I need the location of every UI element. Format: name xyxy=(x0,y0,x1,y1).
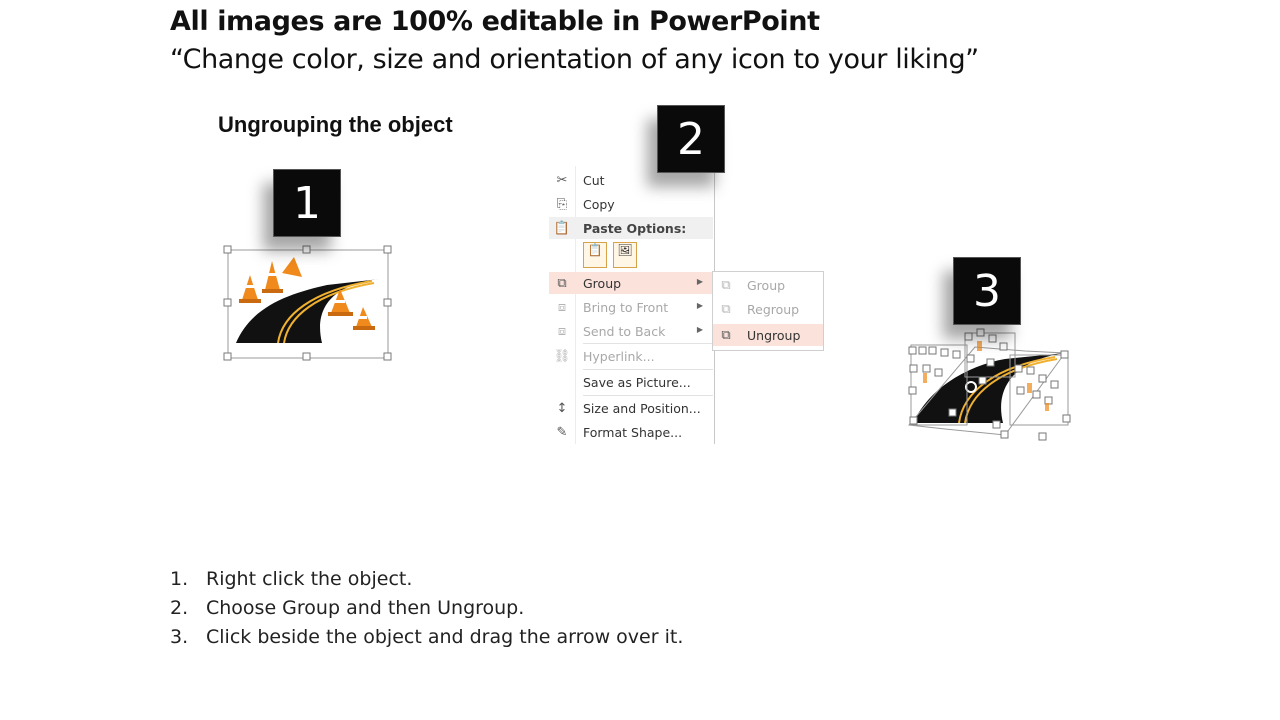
group-submenu xyxy=(712,271,824,351)
menu-item-label: Format Shape... xyxy=(583,425,683,440)
list-item-text: Click beside the object and drag the arrow over it. xyxy=(206,626,684,648)
menu-item-label: Group xyxy=(747,278,786,293)
menu-item-save-as-picture[interactable] xyxy=(549,371,713,393)
scissors-icon: ✂ xyxy=(556,172,568,188)
hyperlink-icon: ⛓ xyxy=(553,348,571,364)
context-menu xyxy=(549,166,715,444)
submenu-arrow-icon: ▶ xyxy=(696,277,703,286)
menu-item-label: Size and Position... xyxy=(583,401,701,416)
ungrouped-road-object[interactable] xyxy=(905,325,1075,445)
menu-item-label: Copy xyxy=(583,197,615,212)
road-cones-image xyxy=(222,245,394,365)
slide-subtitle: “Change color, size and orientation of any icon to your liking” xyxy=(170,44,979,75)
list-item-number: 3. xyxy=(170,626,189,648)
paste-icon: 📋 xyxy=(553,220,571,236)
send-to-back-icon: ⧈ xyxy=(557,323,567,339)
menu-paste-options-header xyxy=(549,217,713,239)
submenu-arrow-icon: ▶ xyxy=(696,325,703,334)
list-item-text: Choose Group and then Ungroup. xyxy=(206,597,525,619)
submenu-item-ungroup[interactable] xyxy=(713,324,823,346)
menu-separator xyxy=(583,395,713,396)
ungroup-icon: ⧉ xyxy=(721,327,731,343)
copy-icon: ⎘ xyxy=(556,196,568,212)
menu-item-copy[interactable] xyxy=(549,193,713,215)
list-item-number: 1. xyxy=(170,568,189,590)
menu-item-send-to-back[interactable] xyxy=(549,320,713,342)
menu-item-label: Paste Options: xyxy=(583,221,687,236)
menu-item-size-and-position[interactable] xyxy=(549,397,713,419)
step-badge-1: 1 xyxy=(273,169,341,237)
menu-item-hyperlink[interactable] xyxy=(549,345,713,367)
menu-item-format-shape[interactable] xyxy=(549,421,713,443)
menu-item-label: Group xyxy=(583,276,622,291)
step-badge-3: 3 xyxy=(953,257,1021,325)
menu-item-group[interactable] xyxy=(549,272,713,294)
menu-item-label: Save as Picture... xyxy=(583,375,691,390)
paste-keep-source-icon[interactable]: 📋 xyxy=(583,242,607,268)
menu-item-label: Cut xyxy=(583,173,605,188)
list-item-number: 2. xyxy=(170,597,189,619)
section-heading: Ungrouping the object xyxy=(218,112,453,137)
group-icon: ⧉ xyxy=(557,275,567,291)
menu-separator xyxy=(583,369,713,370)
grouped-road-object[interactable] xyxy=(222,245,394,365)
list-item-text: Right click the object. xyxy=(206,568,413,590)
submenu-arrow-icon: ▶ xyxy=(696,301,703,310)
slide-title: All images are 100% editable in PowerPoint xyxy=(170,6,820,37)
paste-option-buttons xyxy=(583,242,643,268)
menu-item-label: Regroup xyxy=(747,302,800,317)
menu-separator xyxy=(583,343,713,344)
menu-item-label: Ungroup xyxy=(747,328,801,343)
ungrouped-road-image xyxy=(905,325,1075,445)
paste-picture-icon[interactable]: 🖼 xyxy=(613,242,637,268)
menu-item-label: Send to Back xyxy=(583,324,666,339)
bring-to-front-icon: ⧈ xyxy=(557,299,567,315)
group-icon: ⧉ xyxy=(721,277,731,293)
submenu-item-regroup[interactable] xyxy=(713,298,823,320)
menu-item-bring-to-front[interactable] xyxy=(549,296,713,318)
size-position-icon: ↕ xyxy=(556,400,568,416)
step-badge-2: 2 xyxy=(657,105,725,173)
format-shape-icon: ✎ xyxy=(556,424,568,440)
menu-item-label: Hyperlink... xyxy=(583,349,655,364)
submenu-item-group[interactable] xyxy=(713,274,823,296)
menu-item-label: Bring to Front xyxy=(583,300,669,315)
regroup-icon: ⧉ xyxy=(721,301,731,317)
